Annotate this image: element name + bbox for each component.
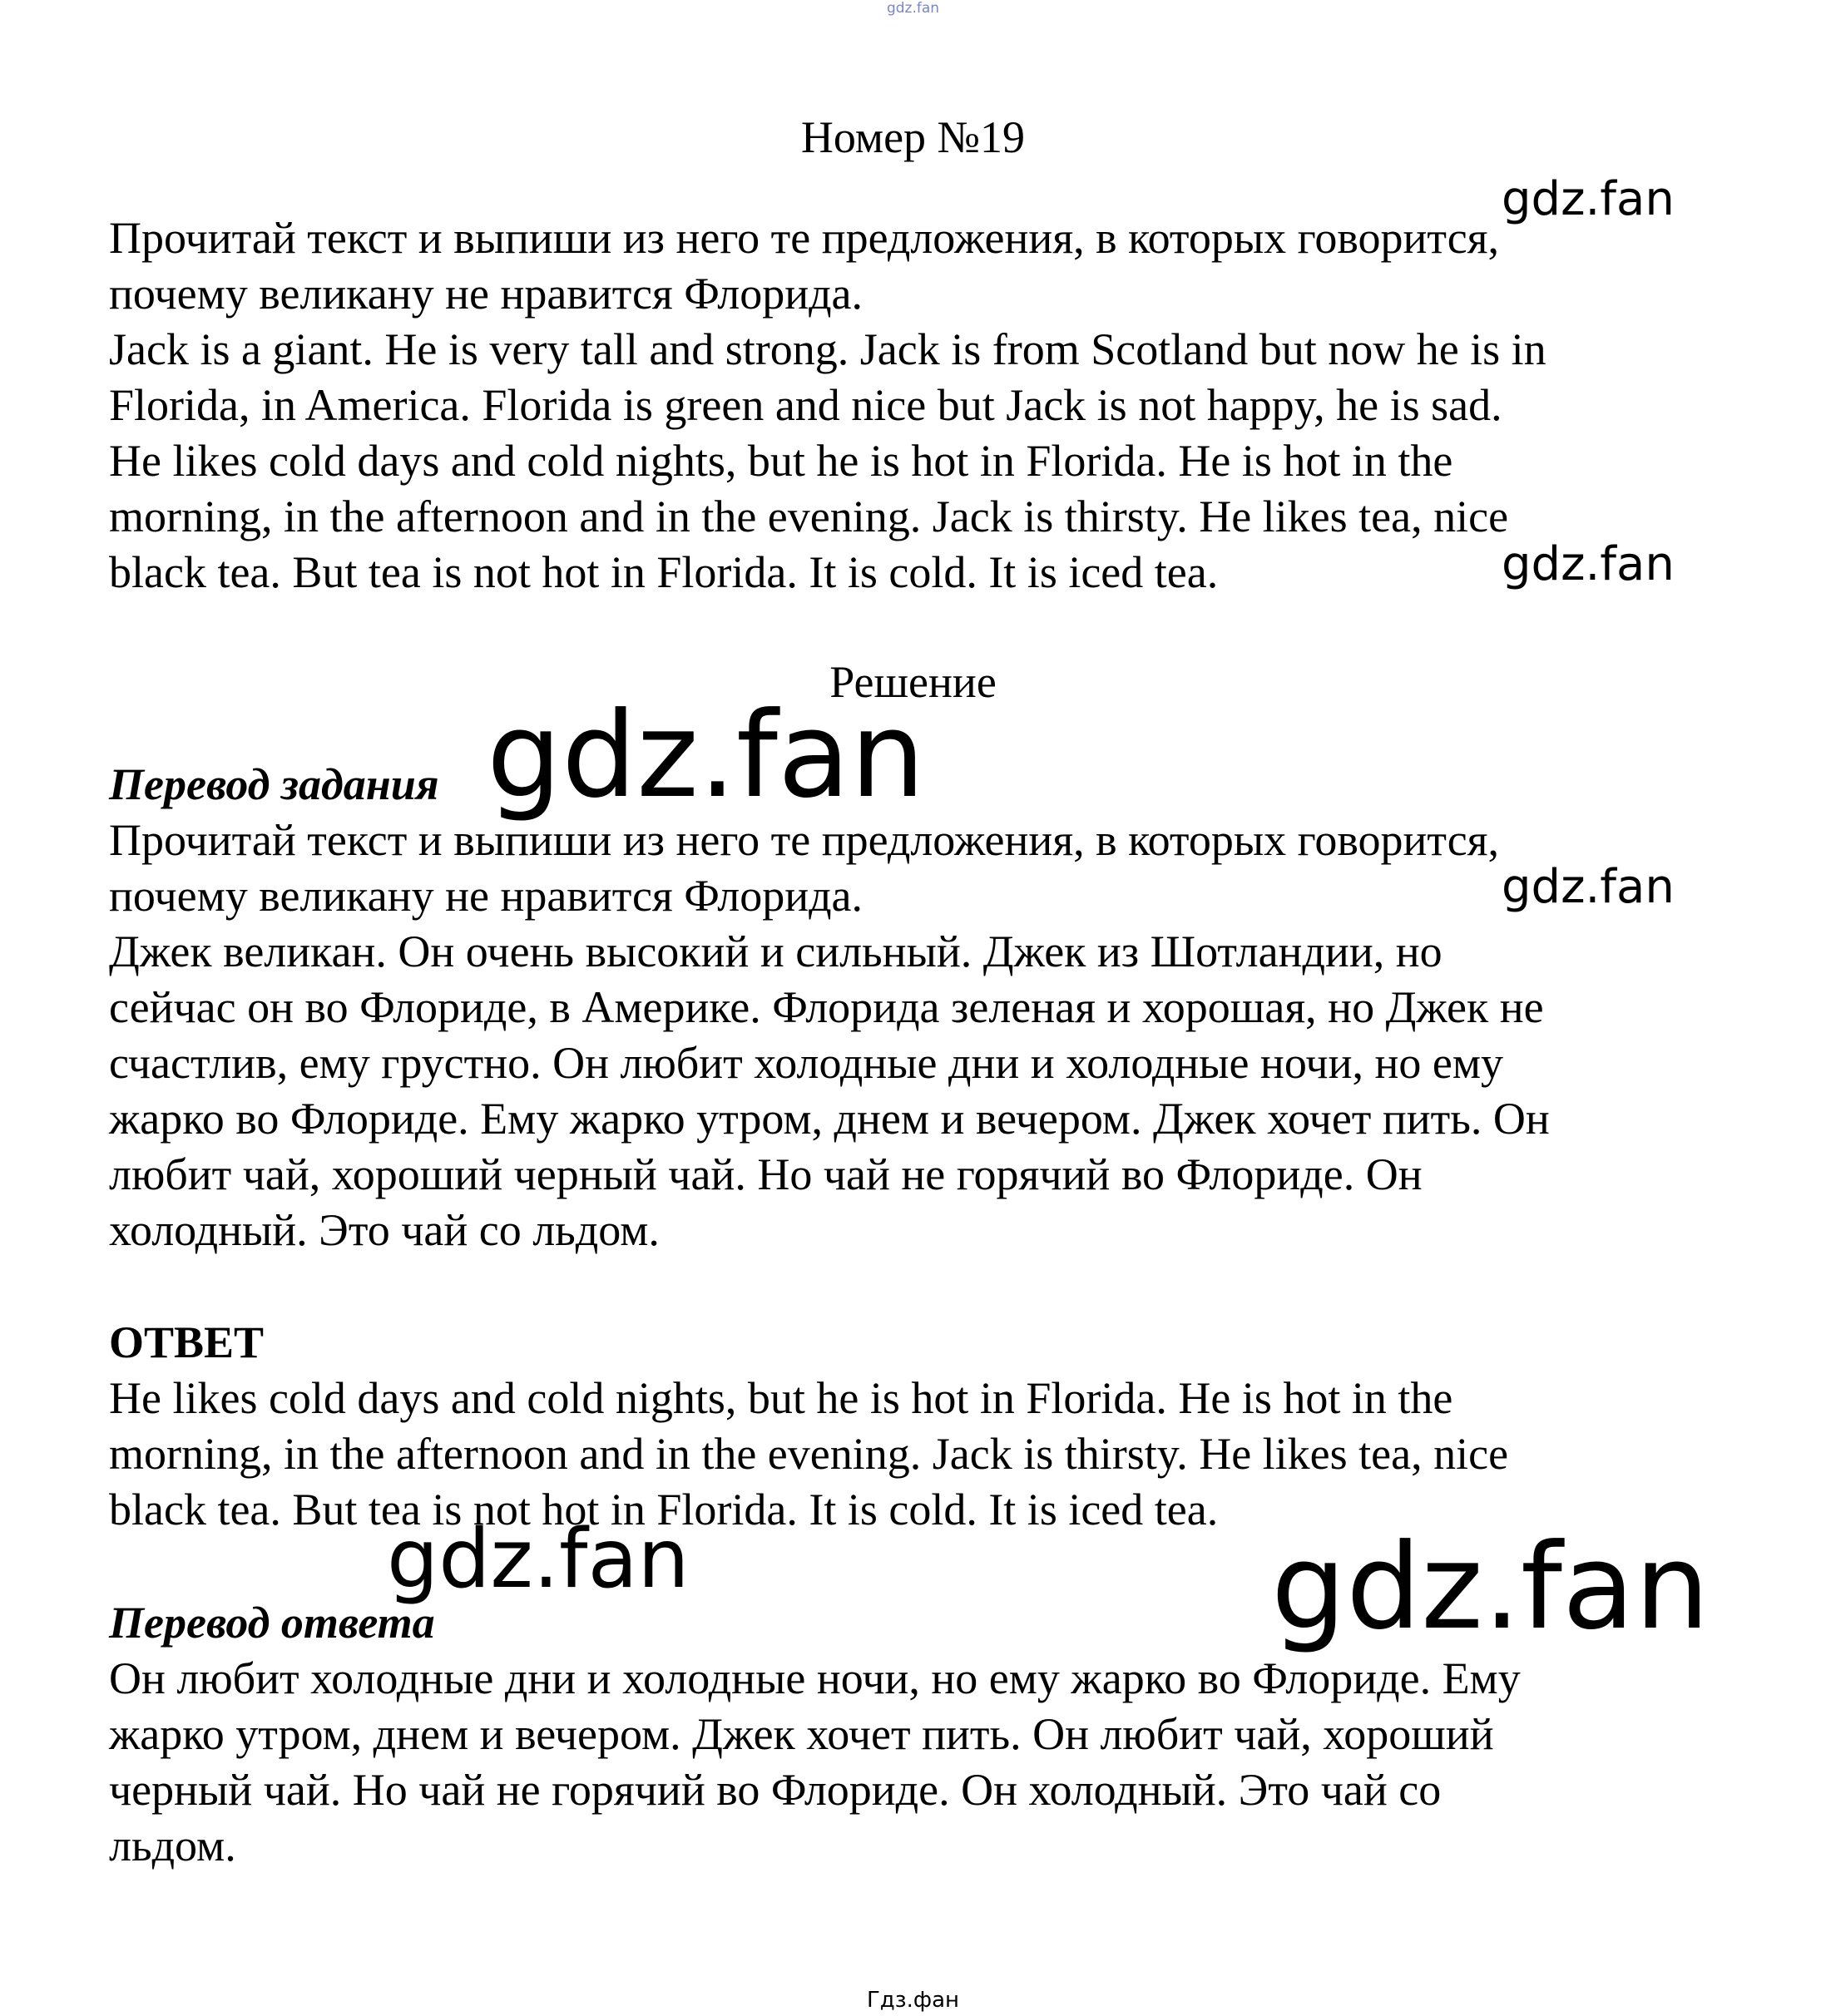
answer-heading: ОТВЕТ [109, 1317, 265, 1367]
answer-translation-line: Он любит холодные дни и холодные ночи, но ему жарко во Флориде. Ему [109, 1653, 1521, 1703]
answer-line: morning, in the afternoon and in the evening. Jack is thirsty. He likes tea, nice [109, 1429, 1509, 1479]
translation-line: холодный. Это чай со льдом. [109, 1205, 660, 1255]
text-line: Jack is a giant. He is very tall and strong. Jack is from Scotland but now he is in [109, 324, 1546, 374]
watermark: gdz.fan [1502, 537, 1675, 591]
text-line: morning, in the afternoon and in the evening. Jack is thirsty. He likes tea, nice [109, 492, 1509, 541]
translation-line: счастлив, ему грустно. Он любит холодные дни и холодные ночи, но ему [109, 1038, 1504, 1088]
translation-heading: Перевод задания [109, 759, 439, 809]
translation-line: сейчас он во Флориде, в Америке. Флорида зеленая и хорошая, но Джек не [109, 982, 1544, 1032]
translation-line: почему великану не нравится Флорида. [109, 871, 864, 921]
translation-section [109, 813, 1739, 1258]
answer-translation-line: черный чай. Но чай не горячий во Флориде. Он холодный. Это чай со [109, 1765, 1442, 1815]
task-section [109, 210, 1739, 600]
translation-line: Джек великан. Он очень высокий и сильный. Джек из Шотландии, но [109, 926, 1442, 976]
solution-title: Решение [829, 657, 997, 707]
translation-line: жарко во Флориде. Ему жарко утром, днем и вечером. Джек хочет пить. Он [109, 1094, 1550, 1144]
answer-section [109, 1371, 1739, 1538]
answer-line: He likes cold days and cold nights, but he is hot in Florida. He is hot in the [109, 1373, 1453, 1423]
text-line: black tea. But tea is not hot in Florida. It is cold. It is iced tea. [109, 547, 1219, 597]
translation-line: любит чай, хороший черный чай. Но чай не горячий во Флориде. Он [109, 1149, 1423, 1199]
watermark: gdz.fan [1271, 1519, 1710, 1656]
text-line: Florida, in America. Florida is green and nice but Jack is not happy, he is sad. [109, 380, 1502, 430]
watermark: gdz.fan [487, 687, 925, 824]
page-title: Номер №19 [800, 112, 1026, 162]
answer-translation-line: жарко утром, днем и вечером. Джек хочет пить. Он любит чай, хороший [109, 1709, 1494, 1759]
answer-translation-line: льдом. [109, 1821, 236, 1870]
instruction-line: Прочитай текст и выпиши из него те предложения, в которых говорится, [109, 213, 1499, 263]
text-line: He likes cold days and cold nights, but he is hot in Florida. He is hot in the [109, 436, 1453, 486]
translation-line: Прочитай текст и выпиши из него те предложения, в которых говорится, [109, 815, 1499, 865]
top-watermark: gdz.fan [886, 0, 940, 17]
answer-line: black tea. But tea is not hot in Florida. It is cold. It is iced tea. [109, 1485, 1219, 1534]
instruction-line: почему великану не нравится Флорида. [109, 269, 864, 319]
watermark: gdz.fan [1502, 172, 1675, 226]
footer-watermark: Гдз.фан [866, 1988, 960, 2013]
answer-translation-heading: Перевод ответа [109, 1598, 435, 1648]
answer-translation-section [109, 1651, 1739, 1874]
watermark: gdz.fan [387, 1512, 690, 1607]
watermark: gdz.fan [1502, 860, 1675, 914]
